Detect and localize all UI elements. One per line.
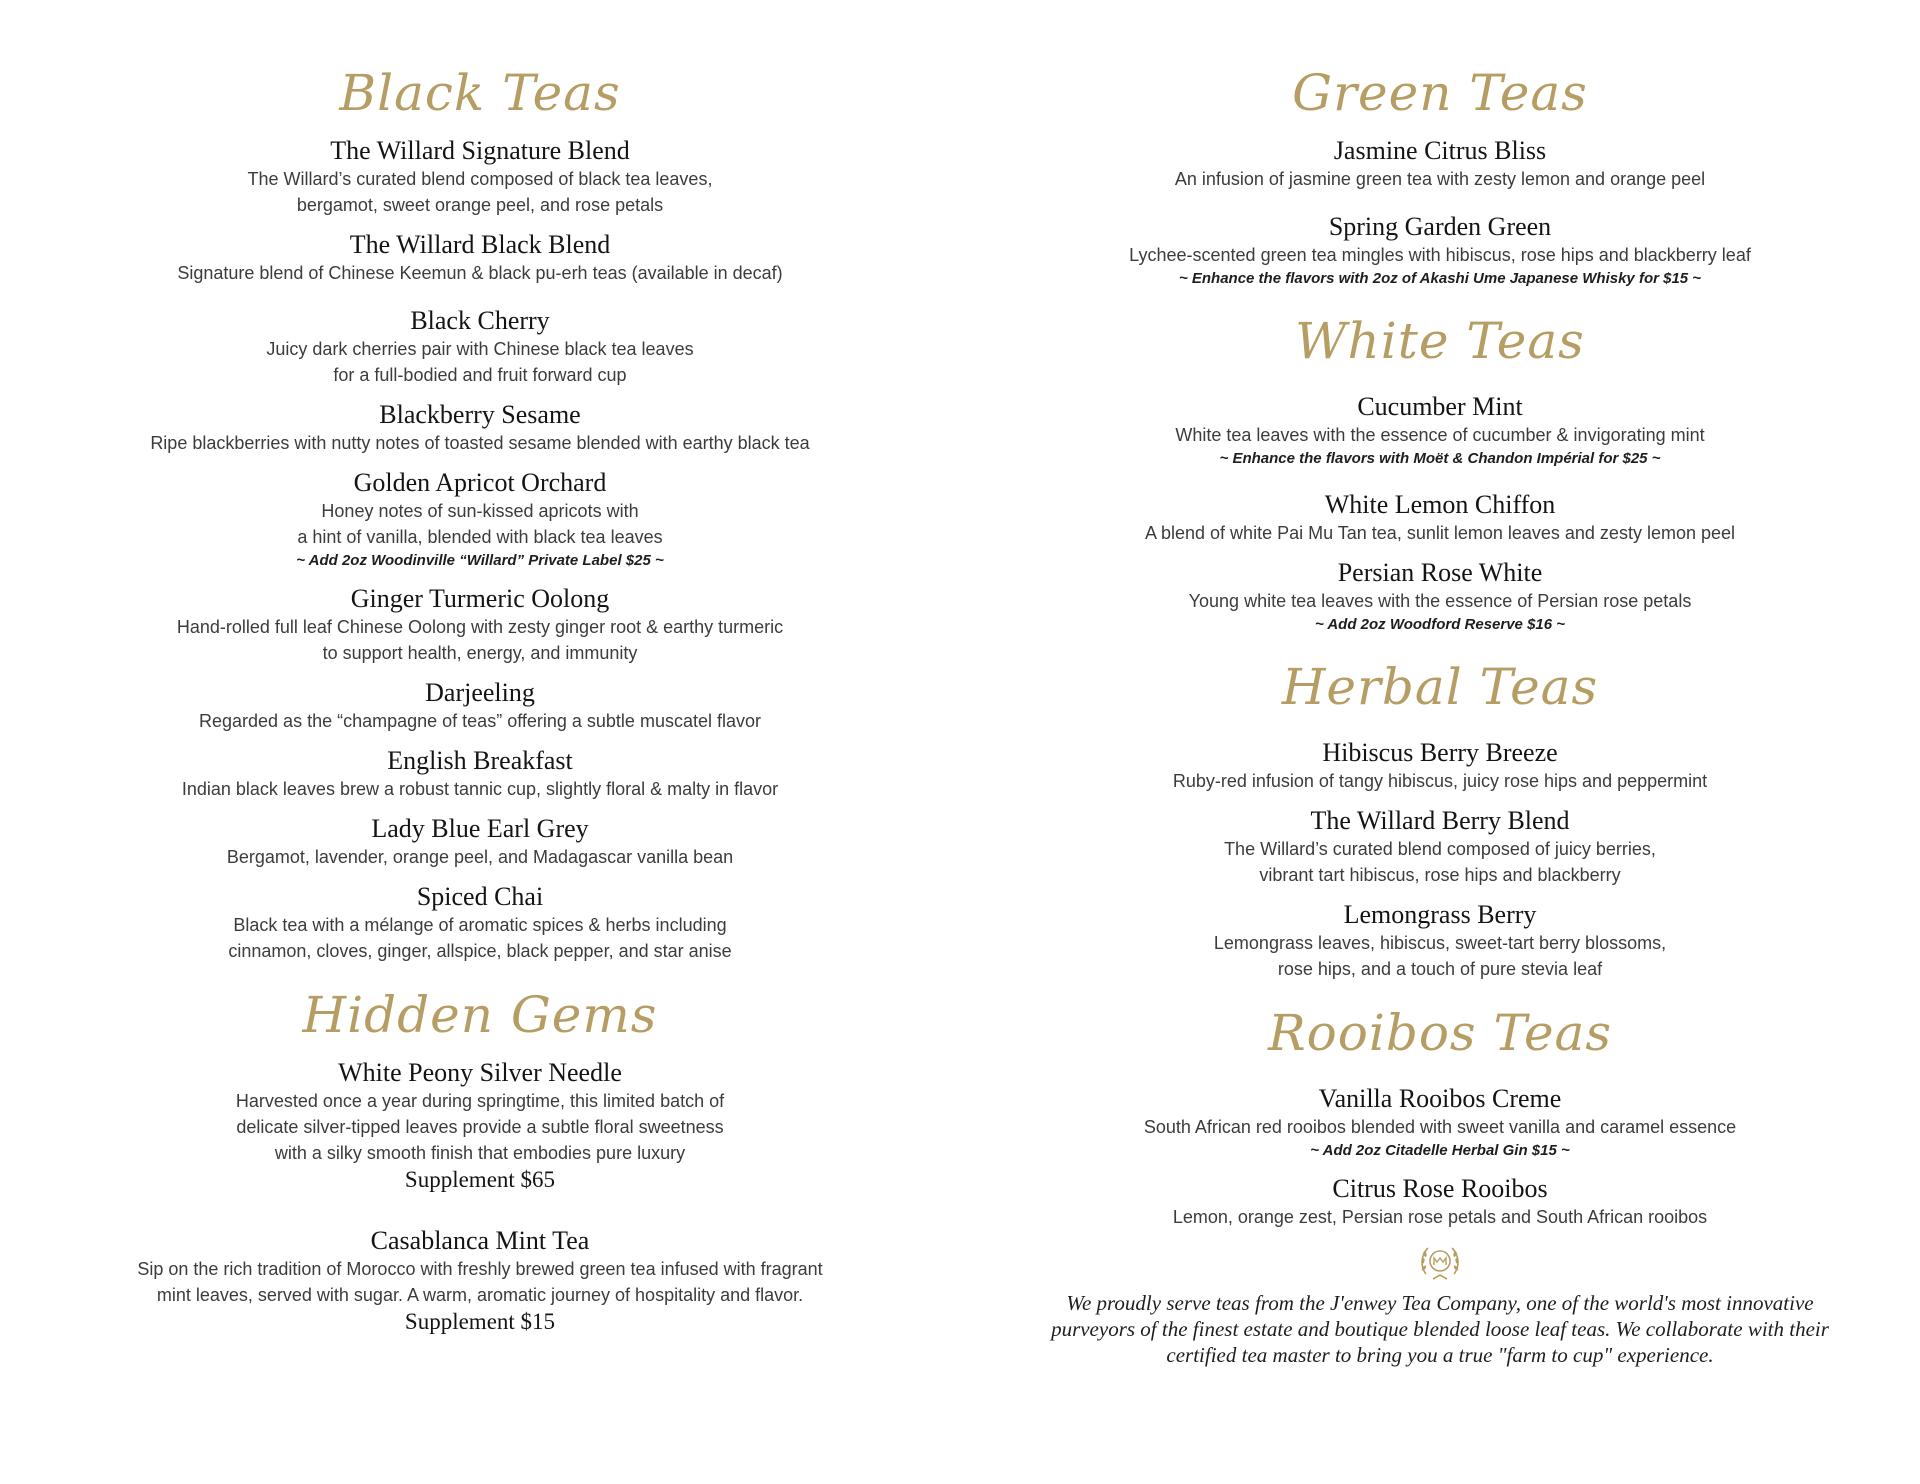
menu-item	[1045, 558, 1835, 636]
item-description: An infusion of jasmine green tea with zesty lemon and orange peel	[1174, 169, 1706, 189]
item-supplement-price: Supplement $15	[404, 1309, 556, 1334]
right-column	[1045, 62, 1835, 1368]
menu-item	[90, 814, 870, 870]
item-name: Vanilla Rooibos Creme	[1318, 1084, 1562, 1113]
hotel-crest-icon	[1417, 1240, 1463, 1286]
item-name: Citrus Rose Rooibos	[1332, 1174, 1548, 1203]
menu-item	[1045, 490, 1835, 546]
item-description: South African red rooibos blended with sweet vanilla and caramel essence	[1143, 1117, 1737, 1137]
item-name: Jasmine Citrus Bliss	[1333, 136, 1547, 165]
item-name: Golden Apricot Orchard	[353, 468, 607, 497]
menu-item	[90, 678, 870, 734]
item-description: Young white tea leaves with the essence of Persian rose petals	[1188, 591, 1692, 611]
item-description: Bergamot, lavender, orange peel, and Madagascar vanilla bean	[226, 847, 734, 867]
item-description: Black tea with a mélange of aromatic spices & herbs including cinnamon, cloves, ginger, allspice, black pepper, and star anise	[228, 915, 732, 961]
item-description: Lemon, orange zest, Persian rose petals and South African rooibos	[1172, 1207, 1708, 1227]
item-name: Casablanca Mint Tea	[370, 1226, 590, 1255]
menu-item	[1045, 806, 1835, 888]
item-pairing-note: ~ Enhance the flavors with Moët & Chandon Impérial for $25 ~	[1219, 450, 1661, 467]
menu-item	[90, 306, 870, 388]
item-name: Cucumber Mint	[1357, 392, 1523, 421]
item-name: Spring Garden Green	[1328, 212, 1552, 241]
item-name: Hibiscus Berry Breeze	[1322, 738, 1558, 767]
item-description: Signature blend of Chinese Keemun & black pu-erh teas (available in decaf)	[177, 263, 783, 283]
item-description: The Willard’s curated blend composed of black tea leaves, bergamot, sweet orange peel, and rose petals	[247, 169, 713, 215]
item-description: Harvested once a year during springtime, this limited batch of delicate silver-tipped leaves provide a subtle floral sweetness with a silky smooth finish that embodies pure luxury	[235, 1091, 725, 1163]
item-description: Hand-rolled full leaf Chinese Oolong with zesty ginger root & earthy turmeric to support health, energy, and immunity	[176, 617, 784, 663]
section-title-rooibos-teas: Rooibos Teas	[1267, 1004, 1613, 1062]
menu-item	[90, 136, 870, 218]
item-name: Persian Rose White	[1337, 558, 1543, 587]
item-name: English Breakfast	[387, 746, 573, 775]
item-name: Darjeeling	[425, 678, 535, 707]
item-supplement-price: Supplement $65	[404, 1167, 556, 1192]
item-description: Indian black leaves brew a robust tannic cup, slightly floral & malty in flavor	[181, 779, 779, 799]
item-description: Juicy dark cherries pair with Chinese black tea leaves for a full-bodied and fruit forward cup	[266, 339, 694, 385]
item-description: Ruby-red infusion of tangy hibiscus, juicy rose hips and peppermint	[1172, 771, 1708, 791]
menu-item	[1045, 136, 1835, 192]
section-title-herbal-teas: Herbal Teas	[1281, 658, 1599, 716]
section-title-white-teas: White Teas	[1295, 312, 1585, 370]
item-name: The Willard Black Blend	[349, 230, 611, 259]
item-pairing-note: ~ Add 2oz Woodinville “Willard” Private Label $25 ~	[296, 552, 664, 569]
item-name: White Lemon Chiffon	[1324, 490, 1556, 519]
item-description: Honey notes of sun-kissed apricots with a hint of vanilla, blended with black tea leaves	[297, 501, 663, 547]
item-name: Ginger Turmeric Oolong	[350, 584, 610, 613]
item-pairing-note: ~ Add 2oz Woodford Reserve $16 ~	[1314, 616, 1566, 633]
section-title-green-teas: Green Teas	[1292, 64, 1588, 122]
menu-item	[90, 468, 870, 572]
section-title-hidden-gems: Hidden Gems	[302, 986, 658, 1044]
item-pairing-note: ~ Enhance the flavors with 2oz of Akashi Ume Japanese Whisky for $15 ~	[1178, 270, 1702, 287]
item-description: White tea leaves with the essence of cucumber & invigorating mint	[1175, 425, 1705, 445]
menu-item	[90, 400, 870, 456]
item-description: Sip on the rich tradition of Morocco with freshly brewed green tea infused with fragrant mint leaves, served with sugar. A warm, aromatic journey of hospitality and flavor.	[137, 1259, 823, 1305]
section-title-black-teas: Black Teas	[339, 64, 621, 122]
item-description: Regarded as the “champagne of teas” offering a subtle muscatel flavor	[199, 711, 761, 731]
tea-company-statement: We proudly serve teas from the J'enwey Tea Company, one of the world's most innovative purveyors of the finest estate and boutique blended loose leaf teas. We collaborate with their certified tea master to bring you a true "farm to cup" experience.	[1051, 1291, 1829, 1367]
menu-item	[1045, 392, 1835, 470]
menu-item	[1045, 900, 1835, 982]
item-name: Black Cherry	[410, 306, 550, 335]
item-description: Ripe blackberries with nutty notes of toasted sesame blended with earthy black tea	[150, 433, 810, 453]
item-description: Lemongrass leaves, hibiscus, sweet-tart berry blossoms, rose hips, and a touch of pure stevia leaf	[1213, 933, 1667, 979]
menu-item	[90, 1226, 870, 1336]
menu-item	[90, 1058, 870, 1194]
item-name: Blackberry Sesame	[379, 400, 581, 429]
item-description: A blend of white Pai Mu Tan tea, sunlit lemon leaves and zesty lemon peel	[1144, 523, 1736, 543]
item-pairing-note: ~ Add 2oz Citadelle Herbal Gin $15 ~	[1310, 1142, 1570, 1159]
menu-item	[90, 882, 870, 964]
menu-item	[1045, 738, 1835, 794]
item-name: The Willard Berry Blend	[1310, 806, 1570, 835]
item-name: Lady Blue Earl Grey	[371, 814, 589, 843]
left-column	[90, 62, 870, 1336]
item-name: Spiced Chai	[416, 882, 544, 911]
item-description: The Willard’s curated blend composed of juicy berries, vibrant tart hibiscus, rose hips and blackberry	[1224, 839, 1656, 885]
item-name: Lemongrass Berry	[1343, 900, 1537, 929]
menu-item	[1045, 212, 1835, 290]
menu-item	[1045, 1174, 1835, 1230]
menu-item	[90, 584, 870, 666]
menu-item	[90, 230, 870, 286]
item-name: White Peony Silver Needle	[338, 1058, 622, 1087]
item-name: The Willard Signature Blend	[330, 136, 630, 165]
item-description: Lychee-scented green tea mingles with hibiscus, rose hips and blackberry leaf	[1129, 245, 1751, 265]
menu-item	[1045, 1084, 1835, 1162]
menu-item	[90, 746, 870, 802]
